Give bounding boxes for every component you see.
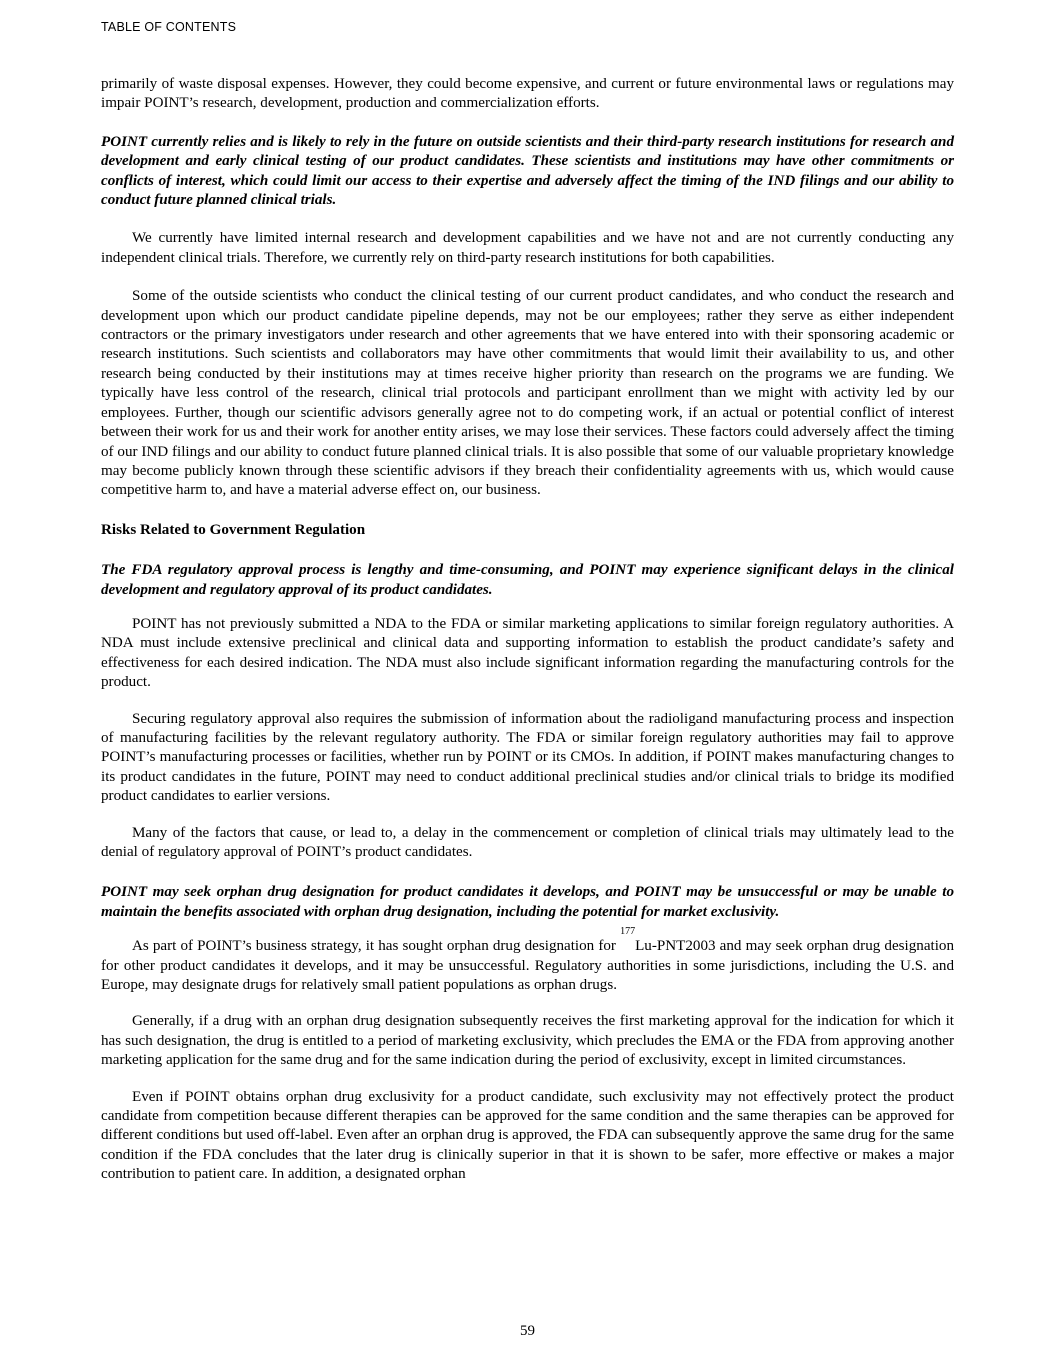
- risk-heading-orphan-drug: POINT may seek orphan drug designation for product candidates it develops, and POINT may be unsuccessful or may be unable to maintain the benefits associated with orphan drug designation, including the potential for market exclusivity.: [101, 884, 954, 920]
- risk-heading-fda-approval: The FDA regulatory approval process is lengthy and time-consuming, and POINT may experience significant delays in the clinical development and regulatory approval of its product candidates.: [101, 562, 954, 598]
- paragraph-exclusivity-limits: Even if POINT obtains orphan drug exclusivity for a product candidate, such exclusivity may not effectively protect the product candidate from competition because different therapies can be approved for the same condition and the same therapies can be approved for different conditions but used off-label. Even after an orphan drug is approved, the FDA can subsequently approve the same drug for the same condition if the FDA concludes that the later drug is clinically superior in that it is shown to be safer, more effective or makes a major contribution to patient care. In addition, a designated orphan: [101, 1088, 954, 1183]
- table-of-contents-link[interactable]: TABLE OF CONTENTS: [101, 20, 237, 34]
- paragraph-nda: POINT has not previously submitted a NDA to the FDA or similar marketing applications to similar foreign regulatory authorities. A NDA must include extensive preclinical and clinical data and supporting information to establish the product candidate’s safety and effectiveness for each desired indication. The NDA must also include significant information regarding the manufacturing controls for the product.: [101, 615, 954, 691]
- paragraph-limited-capabilities: We currently have limited internal research and development capabilities and we have not and are not currently conducting any independent clinical trials. Therefore, we currently rely on third-party research institutions for both capabilities.: [101, 230, 954, 266]
- paragraph-orphan-strategy: [101, 926, 955, 995]
- page-number: 59: [520, 1323, 535, 1339]
- risk-heading-outside-scientists: POINT currently relies and is likely to rely in the future on outside scientists and their third-party research institutions for research and development and early clinical testing of our product candidates. These scientists and institutions may have other commitments or conflicts of interest, which could limit our access to their expertise and adversely affect the timing of the IND filings and our ability to conduct future planned clinical trials.: [101, 133, 954, 209]
- section-heading-government-regulation: Risks Related to Government Regulation: [101, 521, 366, 538]
- paragraph-securing-approval: Securing regulatory approval also requires the submission of information about the radioligand manufacturing process and inspection of manufacturing facilities by the relevant regulatory authority. The FDA or similar foreign regulatory authorities may fail to approve POINT’s manufacturing processes or facilities, whether run by POINT or its CMOs. In addition, if POINT makes manufacturing changes to its product candidates in the future, POINT may need to conduct additional preclinical studies and/or clinical trials to bridge its modified product candidates to earlier versions.: [101, 710, 954, 805]
- orphan-strategy-text-start: As part of POINT’s business strategy, it has sought orphan drug designation for: [132, 938, 621, 955]
- isotope-superscript: 177: [620, 926, 636, 938]
- paragraph-marketing-exclusivity: Generally, if a drug with an orphan drug designation subsequently receives the first marketing approval for the indication for which it has such designation, the drug is entitled to a period of marketing exclusivity, which precludes the EMA or the FDA from approving another marketing application for the same drug and for the same indication during the period of exclusivity, except in limited circumstances.: [101, 1013, 954, 1069]
- orphan-strategy-text-end: Lu-PNT2003 and may seek orphan drug designation for other product candidates it develops, and it may be unsuccessful. Regulatory authorities in some jurisdictions, including the U.S. and Europe, may designate drugs for relatively small patient populations as orphan drugs.: [101, 938, 955, 994]
- paragraph-outside-scientists: Some of the outside scientists who conduct the clinical testing of our current product candidates, and who conduct the research and development upon which our product candidate pipeline depends, may not be our employees; rather they serve as either independent contractors or the primary investigators under research and other agreements that we have entered into with their sponsoring academic or research institutions. Such scientists and collaborators may have other commitments that would limit their availability to us, and other research being conducted by their institutions may at times receive higher priority than research on the programs we are funding. We typically have less control of the research, clinical trial protocols and participant enrollment than we might with activity led by our employees. Further, though our scientific advisors generally agree not to do competing work, if an actual or potential conflict of interest between their work for us and their work for another entity arises, we may lose their services. These factors could adversely affect the timing of our IND filings and our ability to conduct future planned clinical trials. It is also possible that some of our valuable proprietary knowledge may become publicly known through these scientific advisors if they breach their confidentiality agreements with us, which would cause competitive harm to, and have a material adverse effect on, our business.: [101, 288, 954, 499]
- paragraph-waste-disposal: primarily of waste disposal expenses. However, they could become expensive, and current or future environmental laws or regulations may impair POINT’s research, development, production and commercialization efforts.: [101, 76, 954, 112]
- document-body: [101, 75, 954, 1185]
- paragraph-delay-factors: Many of the factors that cause, or lead to, a delay in the commencement or completion of clinical trials may ultimately lead to the denial of regulatory approval of POINT’s product candidates.: [101, 824, 954, 860]
